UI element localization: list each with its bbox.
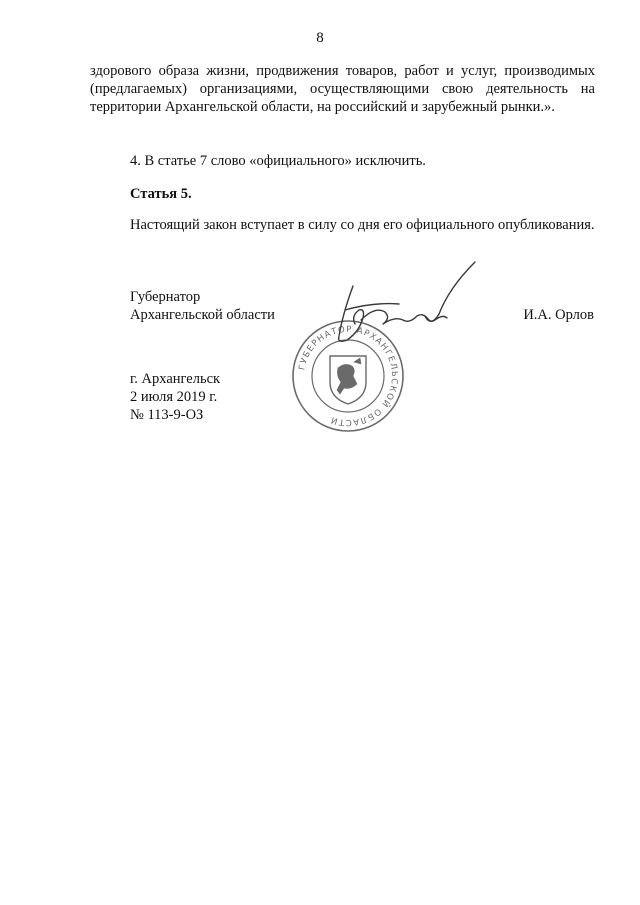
governor-title [130, 288, 275, 324]
document-date: 2 июля 2019 г. [130, 389, 218, 405]
page-number: 8 [316, 30, 324, 46]
paragraph-item-4: 4. В статье 7 слово «официального» исключить. [130, 153, 426, 169]
law-number: № 113-9-ОЗ [130, 407, 204, 423]
article-body: Настоящий закон вступает в силу со дня его официального опубликования. [130, 217, 595, 233]
governor-name: И.А. Орлов [523, 307, 594, 323]
article-title: Статья 5. [130, 186, 192, 202]
coat-of-arms-icon [330, 356, 366, 404]
city: г. Архангельск [130, 371, 221, 387]
governor-title-line1: Губернатор [130, 289, 201, 305]
governor-title-line2: Архангельской области [130, 307, 275, 323]
stamp-ring-text: ГУБЕРНАТОР АРХАНГЕЛЬСКОЙ ОБЛАСТИ [297, 324, 400, 428]
governor-signature [325, 258, 480, 358]
paragraph-continuation: здорового образа жизни, продвижения товаров, работ и услуг, производимых (предлагаемых) организациями, осуществляющими свою деятельность на территории Архангельской области, на российский и зарубежный рынки.». [90, 63, 595, 115]
